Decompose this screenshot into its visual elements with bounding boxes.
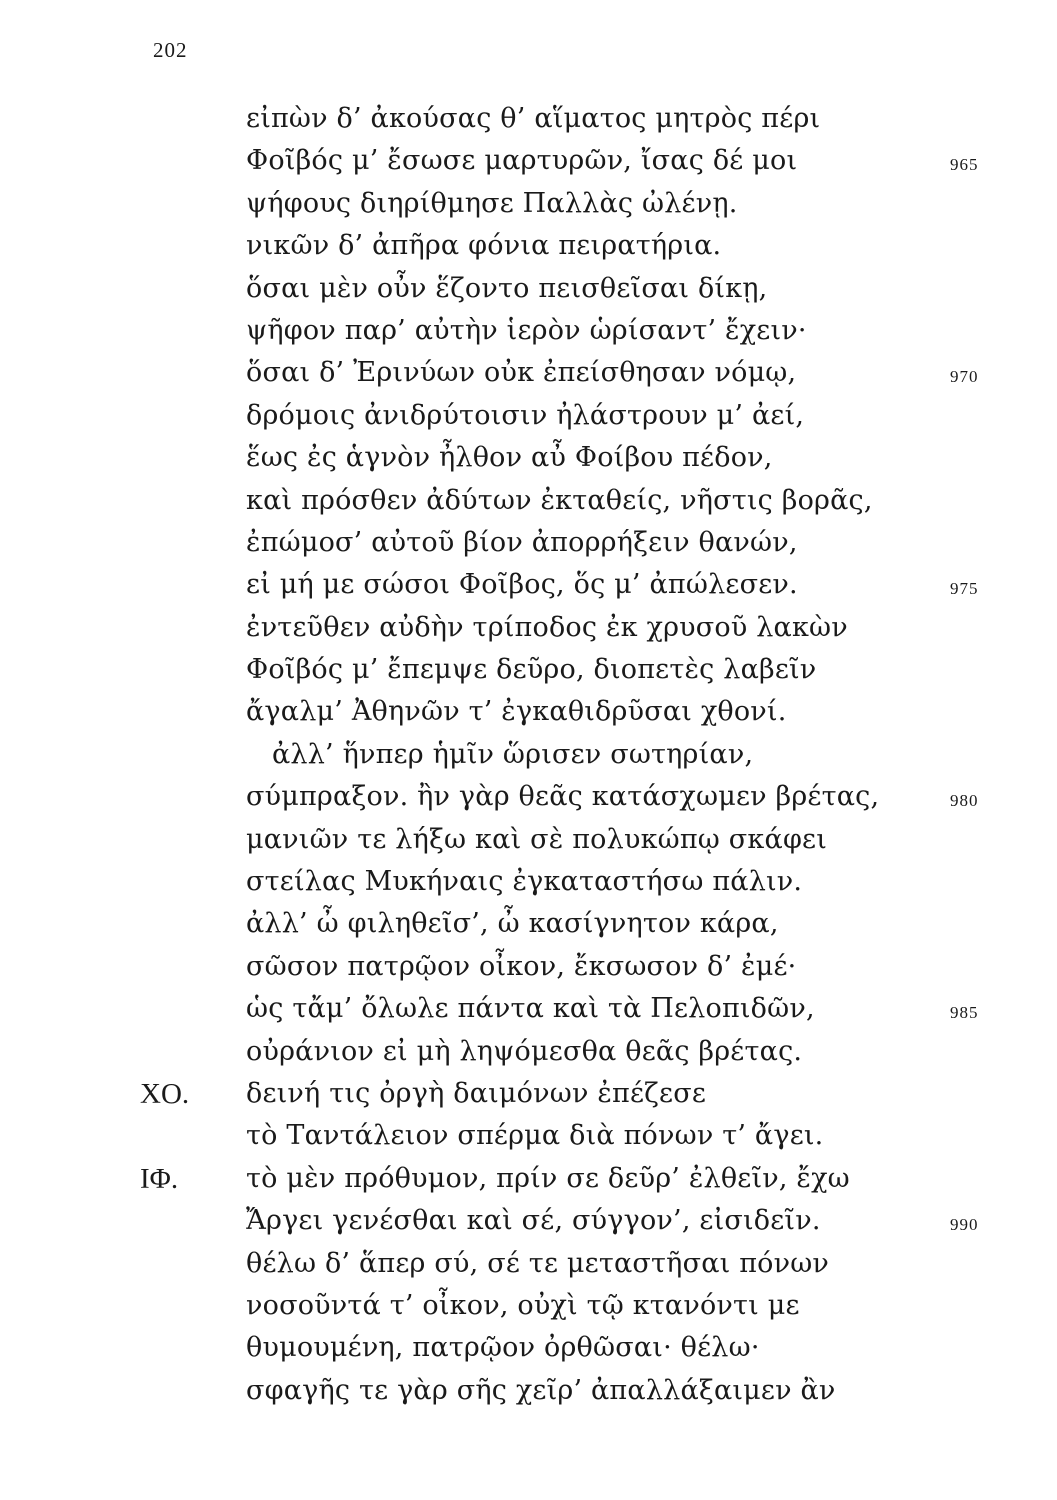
verse-text: ὅσαι μὲν οὖν ἕζοντο πεισθεῖσαι δίκῃ,	[246, 272, 768, 304]
verse-line	[0, 268, 1057, 310]
verse-text: νοσοῦντά τ’ οἶκον, οὐχὶ τῷ κτανόντι με	[246, 1289, 800, 1321]
verse-text-block	[0, 98, 1057, 1412]
verse-text: τὸ Ταντάλειον σπέρμα διὰ πόνων τ’ ἄγει.	[246, 1120, 824, 1152]
verse-line	[0, 776, 1057, 818]
verse-text: ψῆφον παρ’ αὐτὴν ἱερὸν ὡρίσαντ’ ἔχειν·	[246, 314, 807, 346]
verse-line	[0, 607, 1057, 649]
verse-text: ὡς τἄμ’ ὄλωλε πάντα καὶ τὰ Πελοπιδῶν,	[246, 993, 815, 1025]
verse-line	[0, 310, 1057, 352]
verse-text: ἐντεῦθεν αὐδὴν τρίποδος ἐκ χρυσοῦ λακὼν	[246, 611, 848, 643]
verse-text: ψήφους διηρίθμησε Παλλὰς ὠλένῃ.	[246, 187, 738, 219]
verse-line	[0, 225, 1057, 267]
verse-text: μανιῶν τε λήξω καὶ σὲ πολυκώπῳ σκάφει	[246, 823, 828, 855]
verse-text: οὐράνιον εἰ μὴ ληψόμεσθα θεᾶς βρέτας.	[246, 1035, 803, 1067]
verse-text: Φοῖβός μ’ ἔπεμψε δεῦρο, διοπετὲς λαβεῖν	[246, 654, 817, 686]
verse-text: τὸ μὲν πρόθυμον, πρίν σε δεῦρ’ ἐλθεῖν, ἔχω	[246, 1162, 850, 1194]
verse-text: Φοῖβός μ’ ἔσωσε μαρτυρῶν, ἴσας δέ μοι	[246, 145, 798, 177]
verse-text: ἐπώμοσ’ αὐτοῦ βίον ἀπορρήξειν θανών,	[246, 526, 798, 558]
verse-line	[0, 946, 1057, 988]
verse-text: ὅσαι δ’ Ἐρινύων οὐκ ἐπείσθησαν νόμῳ,	[246, 357, 797, 389]
verse-text: Ἄργει γενέσθαι καὶ σέ, σύγγον’, εἰσιδεῖν.	[246, 1205, 821, 1237]
verse-line	[0, 1115, 1057, 1157]
verse-line	[0, 522, 1057, 564]
line-number: 980	[950, 791, 979, 811]
verse-line	[0, 1327, 1057, 1369]
verse-line	[0, 734, 1057, 776]
verse-text: θυμουμένη, πατρῷον ὀρθῶσαι· θέλω·	[246, 1332, 760, 1364]
verse-text: σφαγῆς τε γὰρ σῆς χεῖρ’ ἀπαλλάξαιμεν ἂν	[246, 1374, 836, 1406]
verse-text: στείλας Μυκήναις ἐγκαταστήσω πάλιν.	[246, 866, 803, 898]
verse-text: ἕως ἐς ἁγνὸν ἦλθον αὖ Φοίβου πέδον,	[246, 442, 773, 474]
verse-line	[0, 1285, 1057, 1327]
verse-text: ἀλλ’ ἥνπερ ἡμῖν ὥρισεν σωτηρίαν,	[272, 738, 754, 770]
verse-line	[0, 1073, 1057, 1115]
verse-line	[0, 988, 1057, 1030]
verse-text: σύμπραξον. ἢν γὰρ θεᾶς κατάσχωμεν βρέτας,	[246, 781, 880, 813]
line-number: 990	[950, 1215, 979, 1235]
verse-text: δρόμοις ἀνιδρύτοισιν ἠλάστρουν μ’ ἀεί,	[246, 399, 805, 431]
line-number: 975	[950, 579, 979, 599]
verse-line	[0, 1370, 1057, 1412]
verse-text: εἰ μή με σώσοι Φοῖβος, ὅς μ’ ἀπώλεσεν.	[246, 569, 798, 601]
verse-line	[0, 1243, 1057, 1285]
speaker-label: ΙΦ.	[140, 1162, 179, 1195]
verse-line	[0, 480, 1057, 522]
line-number: 985	[950, 1003, 979, 1023]
verse-text: ἀλλ’ ὦ φιληθεῖσ’, ὦ κασίγνητον κάρα,	[246, 908, 779, 940]
verse-line	[0, 861, 1057, 903]
verse-line	[0, 819, 1057, 861]
verse-line	[0, 437, 1057, 479]
verse-line	[0, 183, 1057, 225]
verse-line	[0, 903, 1057, 945]
verse-line	[0, 1031, 1057, 1073]
verse-text: θέλω δ’ ἅπερ σύ, σέ τε μεταστῆσαι πόνων	[246, 1247, 830, 1279]
verse-text: δεινή τις ὀργὴ δαιμόνων ἐπέζεσε	[246, 1077, 707, 1109]
verse-line	[0, 140, 1057, 182]
verse-line	[0, 691, 1057, 733]
verse-text: ἄγαλμ’ Ἀθηνῶν τ’ ἐγκαθιδρῦσαι χθονί.	[246, 696, 787, 728]
verse-line	[0, 98, 1057, 140]
verse-text: σῶσον πατρῷον οἶκον, ἔκσωσον δ’ ἐμέ·	[246, 950, 797, 982]
verse-line	[0, 564, 1057, 606]
verse-line	[0, 395, 1057, 437]
verse-line	[0, 1158, 1057, 1200]
verse-text: εἰπὼν δ’ ἀκούσας θ’ αἵματος μητρὸς πέρι	[246, 103, 821, 134]
verse-line	[0, 1200, 1057, 1242]
speaker-label: ΧΟ.	[140, 1077, 190, 1110]
verse-text: καὶ πρόσθεν ἀδύτων ἐκταθείς, νῆστις βορᾶς,	[246, 484, 873, 516]
verse-line	[0, 649, 1057, 691]
line-number: 970	[950, 367, 979, 387]
verse-line	[0, 352, 1057, 394]
page-number: 202	[153, 38, 188, 62]
line-number: 965	[950, 155, 979, 175]
verse-text: νικῶν δ’ ἀπῆρα φόνια πειρατήρια.	[246, 230, 722, 262]
